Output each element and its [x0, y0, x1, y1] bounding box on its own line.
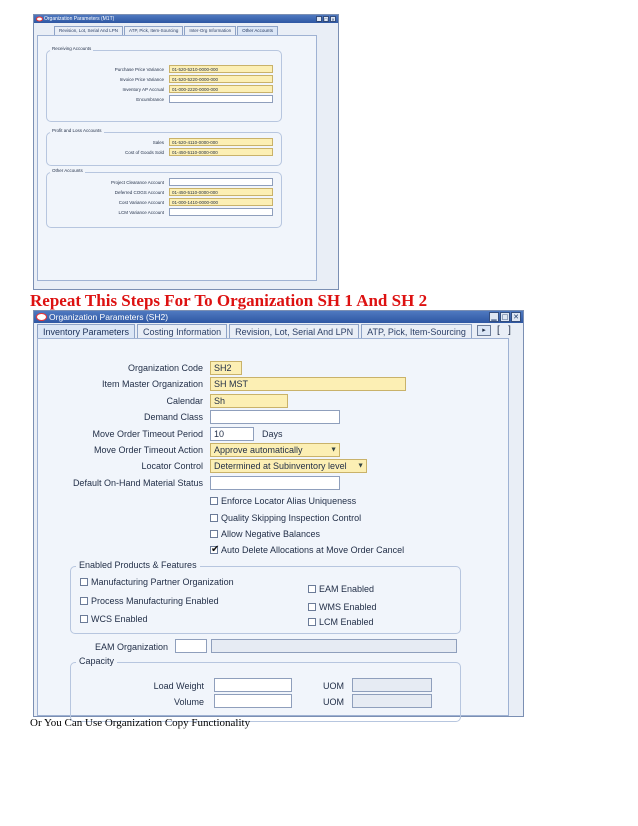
volume-label: Volume	[173, 697, 204, 707]
close-icon[interactable]: ✕	[331, 16, 335, 22]
window-titlebar	[34, 15, 338, 23]
field-label: Encumbrance	[136, 97, 164, 102]
manufacturing-partner-checkbox[interactable]	[80, 577, 234, 587]
tab-bar	[34, 324, 523, 338]
other-accounts-panel	[37, 35, 317, 281]
checkbox-label: Auto Delete Allocations at Move Order Cancel	[221, 545, 405, 555]
select-value: Determined at Subinventory level	[214, 461, 347, 471]
field-label: LCM Variance Account	[118, 210, 164, 215]
wcs-enabled-checkbox[interactable]	[80, 614, 148, 624]
field-label: Sales	[152, 140, 164, 145]
field-label: Deferred COGS Account	[114, 190, 164, 195]
field-label: Organization Code	[127, 363, 203, 373]
field-label: Demand Class	[143, 412, 203, 422]
checkbox-label: Manufacturing Partner Organization	[91, 577, 234, 587]
checkbox-label: Process Manufacturing Enabled	[91, 596, 219, 606]
eam-organization-field[interactable]	[175, 639, 207, 653]
maximize-icon[interactable]: □	[501, 313, 509, 321]
deferred-cogs-field[interactable]: 01-450-5110-0000-000	[169, 188, 273, 196]
tab-other-accounts[interactable]: Other Accounts	[237, 26, 278, 35]
receiving-accounts-title: Receiving Accounts	[52, 46, 92, 51]
chevron-down-icon[interactable]: ▼	[357, 462, 364, 470]
field-label: EAM Organization	[94, 642, 168, 652]
tab-costing-information[interactable]: Costing Information	[137, 324, 227, 338]
checkbox-label: WCS Enabled	[91, 614, 148, 624]
project-clearance-field[interactable]	[169, 178, 273, 186]
checkbox-label: LCM Enabled	[319, 617, 374, 627]
oracle-logo-icon	[36, 313, 47, 321]
purchase-price-variance-field[interactable]: 01-520-5210-0000-000	[169, 65, 273, 73]
field-label: Cost Variance Account	[118, 200, 164, 205]
field-label: Project Clearance Account	[110, 180, 164, 185]
field-label: Purchase Price Variance	[114, 67, 164, 72]
checkbox-box[interactable]	[308, 618, 316, 626]
auto-delete-allocations-checkbox[interactable]	[210, 545, 404, 555]
field-label: Cost of Goods Sold	[124, 150, 164, 155]
checkbox-box[interactable]	[80, 578, 88, 586]
calendar-field[interactable]: Sh	[210, 394, 288, 408]
tab-inter-org[interactable]: Inter-Org Information	[184, 26, 236, 35]
uom-label: UOM	[323, 681, 344, 691]
org-params-window-m1t	[33, 14, 339, 290]
tab-bar	[34, 25, 338, 35]
tab-atp-pick[interactable]: ATP, Pick, Item-Sourcing	[361, 324, 472, 338]
checkbox-box[interactable]	[308, 603, 316, 611]
window-title: Organization Parameters (SH2)	[49, 312, 169, 322]
volume-uom-field[interactable]	[352, 694, 432, 708]
load-weight-field[interactable]	[214, 678, 292, 692]
minimize-icon[interactable]: ▁	[489, 312, 499, 322]
process-manufacturing-checkbox[interactable]	[80, 596, 219, 606]
field-label: Locator Control	[141, 461, 203, 471]
bracket-indicator: [ ]	[497, 325, 511, 336]
encumbrance-field[interactable]	[169, 95, 273, 103]
close-icon[interactable]: ✕	[511, 312, 521, 322]
oracle-logo-icon	[36, 17, 43, 22]
window-titlebar	[34, 311, 523, 323]
field-label: Invoice Price Variance	[119, 77, 164, 82]
enforce-locator-alias-checkbox[interactable]	[210, 496, 356, 506]
field-label: Item Master Organization	[101, 379, 203, 389]
tab-scroll-right-icon[interactable]: ▸	[477, 325, 491, 336]
checkbox-label: WMS Enabled	[319, 602, 377, 612]
sales-account-field[interactable]: 01-520-4110-0000-000	[169, 138, 273, 146]
checkbox-label: Enforce Locator Alias Uniqueness	[221, 496, 357, 506]
load-weight-label: Load Weight	[153, 681, 204, 691]
cogs-account-field[interactable]: 01-450-5110-0000-000	[169, 148, 273, 156]
minimize-icon[interactable]: ▁	[317, 16, 321, 22]
invoice-price-variance-field[interactable]: 01-520-5220-0000-000	[169, 75, 273, 83]
demand-class-field[interactable]	[210, 410, 340, 424]
field-label: Default On-Hand Material Status	[72, 478, 203, 488]
tab-revision-lot[interactable]: Revision, Lot, Serial And LPN	[229, 324, 359, 338]
organization-code-field[interactable]: SH2	[210, 361, 242, 375]
capacity-group	[70, 662, 461, 722]
field-label: Move Order Timeout Period	[92, 429, 203, 439]
checkbox-box[interactable]	[210, 514, 218, 522]
eam-organization-description-field	[211, 639, 457, 653]
enabled-products-title: Enabled Products & Features	[76, 560, 200, 570]
volume-field[interactable]	[214, 694, 292, 708]
capacity-title: Capacity	[76, 656, 117, 666]
checkbox-box[interactable]	[80, 615, 88, 623]
chevron-down-icon[interactable]: ▼	[330, 446, 337, 454]
item-master-org-field[interactable]: SH MST	[210, 377, 406, 391]
tab-atp-pick[interactable]: ATP, Pick, Item-Sourcing	[124, 26, 183, 35]
profit-loss-title: Profit and Loss Accounts	[52, 128, 102, 133]
instruction-heading: Repeat This Steps For To Organization SH 1 And SH 2	[30, 291, 428, 310]
checkbox-label: Quality Skipping Inspection Control	[221, 513, 362, 523]
checkbox-box-checked[interactable]	[210, 546, 218, 554]
lcm-enabled-checkbox[interactable]	[308, 617, 374, 627]
org-params-window-sh2	[33, 310, 524, 717]
field-label: Inventory AP Accrual	[122, 87, 164, 92]
cost-variance-field[interactable]: 01-000-1410-0000-000	[169, 198, 273, 206]
allow-negative-balances-checkbox[interactable]	[210, 529, 320, 539]
uom-label: UOM	[323, 697, 344, 707]
checkbox-box[interactable]	[80, 597, 88, 605]
footer-note: Or You Can Use Organization Copy Functionality	[30, 717, 251, 729]
window-title: Organization Parameters (M1T)	[44, 16, 115, 22]
tab-inventory-parameters[interactable]: Inventory Parameters	[37, 324, 135, 338]
other-accounts-title: Other Accounts	[52, 168, 83, 173]
quality-skipping-checkbox[interactable]	[210, 513, 361, 523]
load-weight-uom-field[interactable]	[352, 678, 432, 692]
maximize-icon[interactable]: □	[324, 16, 328, 22]
select-value: Approve automatically	[214, 445, 303, 455]
field-label: Calendar	[166, 396, 203, 406]
move-order-timeout-period-field[interactable]: 10	[210, 427, 254, 441]
default-onhand-status-field[interactable]	[210, 476, 340, 490]
lcm-variance-field[interactable]	[169, 208, 273, 216]
checkbox-box[interactable]	[210, 530, 218, 538]
wms-enabled-checkbox[interactable]	[308, 602, 377, 612]
field-label: Move Order Timeout Action	[93, 445, 203, 455]
checkbox-label: Allow Negative Balances	[221, 529, 321, 539]
checkbox-box[interactable]	[308, 585, 316, 593]
locator-control-select[interactable]	[210, 459, 367, 473]
tab-revision-lot[interactable]: Revision, Lot, Serial And LPN	[54, 26, 123, 35]
days-unit-label: Days	[262, 429, 283, 439]
checkbox-box[interactable]	[210, 497, 218, 505]
eam-enabled-checkbox[interactable]	[308, 584, 374, 594]
inventory-ap-accrual-field[interactable]: 01-000-2220-0000-000	[169, 85, 273, 93]
move-order-timeout-action-select[interactable]	[210, 443, 340, 457]
checkbox-label: EAM Enabled	[319, 584, 375, 594]
inventory-parameters-panel	[37, 338, 509, 716]
